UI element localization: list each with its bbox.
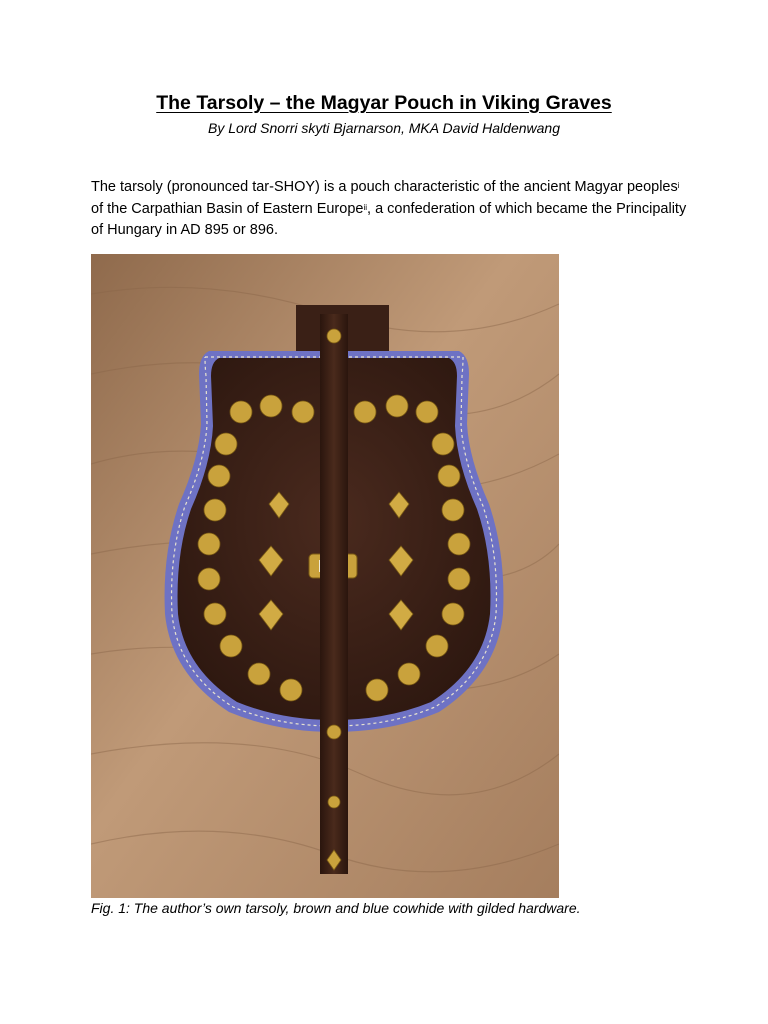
intro-text-2: of the Carpathian Basin of Eastern Europe (91, 200, 364, 217)
tarsoly-illustration (91, 254, 559, 898)
intro-paragraph (91, 177, 691, 242)
front-strap (320, 314, 348, 874)
intro-text-3: , a confederation of which became the Principality of Hungary in AD 895 or 896. (91, 200, 687, 238)
tarsoly-photo (91, 254, 559, 898)
footnote-marker-2[interactable]: ii (363, 202, 368, 212)
document-title: The Tarsoly – the Magyar Pouch in Viking Graves (156, 92, 612, 114)
figure-caption: Fig. 1: The author’s own tarsoly, brown and blue cowhide with gilded hardware. (91, 900, 581, 916)
author-byline: By Lord Snorri skyti Bjarnarson, MKA David Haldenwang (208, 120, 560, 136)
intro-text-1: The tarsoly (pronounced tar-SHOY) is a pouch characteristic of the ancient Magyar peoples (91, 179, 678, 195)
footnote-marker-1[interactable]: i (677, 181, 680, 190)
